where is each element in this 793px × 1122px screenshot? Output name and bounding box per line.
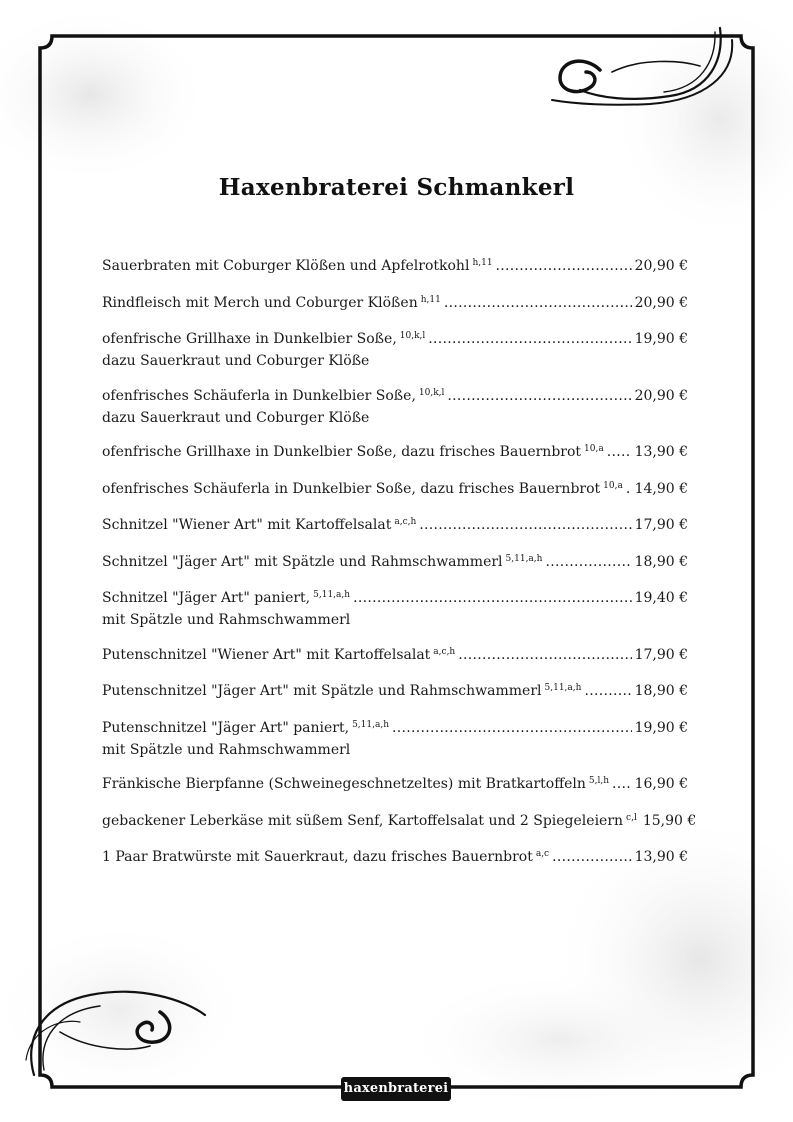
dot-leader [353,588,632,608]
item-name: Schnitzel "Jäger Art" paniert, [102,590,311,606]
item-price: 17,90 € [634,646,688,663]
footer-logo: haxenbraterei [341,1077,451,1101]
item-subline: mit Spätzle und Rahmschwammerl [102,741,351,758]
dot-leader [419,515,631,535]
item-subline: mit Spätzle und Rahmschwammerl [102,612,351,628]
item-price: 15,90 € [642,812,697,829]
item-price: 14,90 € [634,480,688,497]
menu-item [102,811,697,833]
dot-leader [552,847,631,867]
allergen-note: 10,k,l [399,331,426,341]
item-name: Schnitzel "Jäger Art" mit Spätzle und Rahmschwammerl [102,553,503,570]
allergen-note: a,c [535,849,550,859]
allergen-note: h,11 [472,258,493,268]
item-subline: dazu Sauerkraut und Coburger Klöße [102,409,370,426]
menu-item [102,718,688,760]
page-title: Haxenbraterei Schmankerl [218,174,575,201]
item-price: 19,90 € [634,331,688,347]
allergen-note: 10,a [584,444,604,454]
menu-item [102,588,688,630]
allergen-note: 10,k,l [418,387,445,398]
item-name: ofenfrische Grillhaxe in Dunkelbier Soße, [102,331,397,347]
menu-item [102,681,688,703]
item-name: Putenschnitzel "Wiener Art" mit Kartoffelsalat [102,646,431,663]
item-price: 20,90 € [634,258,688,274]
item-name: gebackener Leberkäse mit süßem Senf, Kartoffelsalat und 2 Spiegeleiern [102,812,624,829]
dot-leader [392,718,632,738]
allergen-note: c,l [626,812,637,823]
dot-leader [584,681,631,701]
menu-item [102,442,688,464]
item-price: 20,90 € [634,294,688,311]
dot-leader [458,645,631,665]
item-price: 13,90 € [634,444,688,460]
item-name: 1 Paar Bratwürste mit Sauerkraut, dazu frisches Bauernbrot [102,849,533,865]
dot-leader [447,386,631,406]
menu-item [102,386,688,428]
item-name: Fränkische Bierpfanne (Schweinegeschnetzeltes) mit Bratkartoffeln [102,776,586,792]
item-price: 20,90 € [634,387,688,404]
allergen-note: 5,11,a,h [313,590,351,600]
item-name: Sauerbraten mit Coburger Klößen und Apfelrotkohl [102,258,470,274]
menu-item [102,293,688,315]
item-name: Putenschnitzel "Jäger Art" paniert, [102,719,350,736]
menu-item [102,479,688,501]
item-subline: dazu Sauerkraut und Coburger Klöße [102,353,370,369]
item-price: 19,90 € [634,719,688,736]
dot-leader [607,442,632,462]
item-price: 17,90 € [634,517,688,533]
item-name: ofenfrische Grillhaxe in Dunkelbier Soße, dazu frisches Bauernbrot [102,444,582,460]
dot-leader [626,479,632,499]
allergen-note: 5,11,a,h [352,719,390,730]
item-name: Rindfleisch mit Merch und Coburger Klößen [102,294,418,311]
menu-item [102,552,688,574]
dot-leader [612,774,632,794]
menu-item [102,329,688,371]
dot-leader [545,552,631,572]
item-name: Schnitzel "Wiener Art" mit Kartoffelsalat [102,517,392,533]
dot-leader [428,329,631,349]
item-name: ofenfrisches Schäuferla in Dunkelbier Soße, dazu frisches Bauernbrot [102,480,601,497]
allergen-note: a,c,h [433,646,456,657]
allergen-note: 5,11,a,h [505,553,543,564]
allergen-note: h,11 [420,294,441,305]
item-price: 18,90 € [634,553,688,570]
allergen-note: 5,11,a,h [544,683,582,693]
item-price: 19,40 € [634,590,688,606]
menu-item [102,256,688,278]
dot-leader [496,256,632,276]
menu-item [102,515,688,537]
item-price: 13,90 € [634,849,688,865]
menu-list [102,256,697,884]
item-name: ofenfrisches Schäuferla in Dunkelbier Soße, [102,387,416,404]
item-price: 18,90 € [634,683,688,699]
menu-item [102,847,688,869]
item-name: Putenschnitzel "Jäger Art" mit Spätzle und Rahmschwammerl [102,683,542,699]
item-price: 16,90 € [634,776,688,792]
dot-leader [444,293,632,313]
menu-item [102,774,688,796]
allergen-note: a,c,h [394,517,417,527]
menu-item [102,645,688,667]
allergen-note: 5,l,h [588,776,610,786]
allergen-note: 10,a [603,480,623,491]
